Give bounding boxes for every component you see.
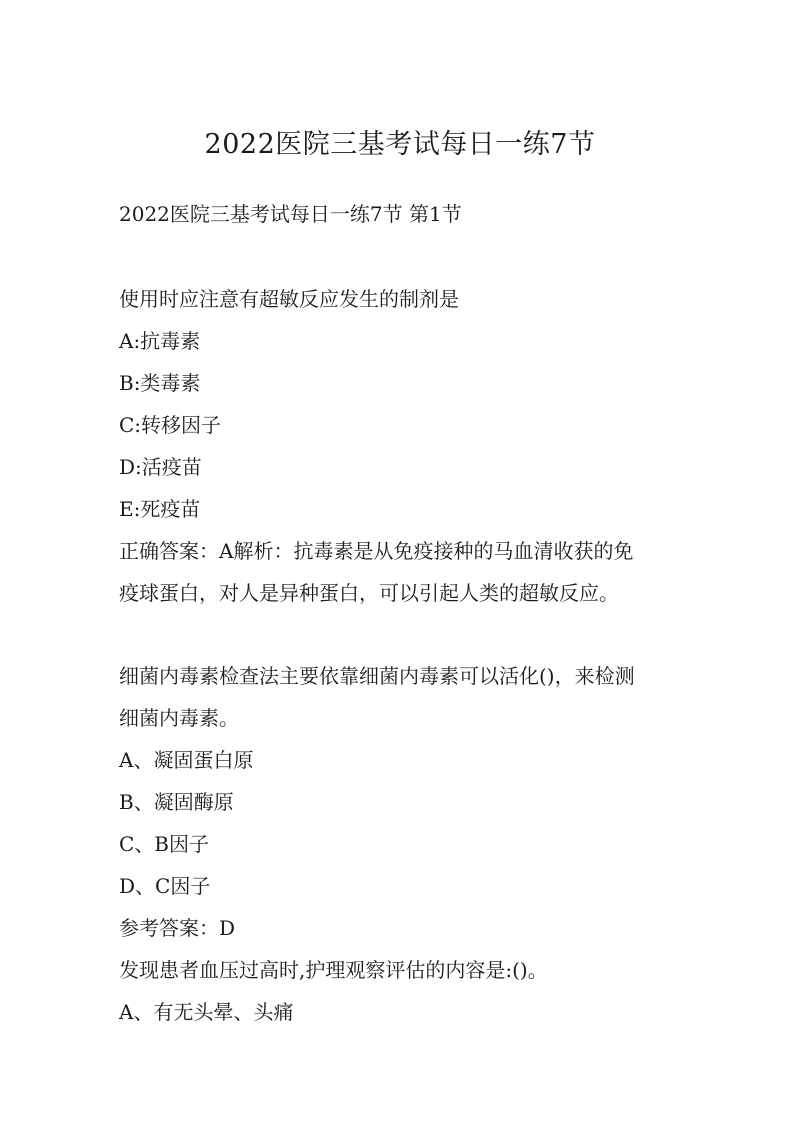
- question-2-option-c: C、B因子: [119, 832, 209, 856]
- question-1-answer-line-2: 疫球蛋白，对人是异种蛋白，可以引起人类的超敏反应。: [119, 581, 619, 605]
- document-title: 2022医院三基考试每日一练7节: [204, 129, 596, 160]
- question-2-option-a: A、凝固蛋白原: [119, 748, 254, 772]
- question-3-text: 发现患者血压过高时,护理观察评估的内容是:()。: [119, 958, 548, 982]
- question-2-text-line-1: 细菌内毒素检查法主要依靠细菌内毒素可以活化()，来检测: [119, 664, 635, 688]
- section-subtitle: 2022医院三基考试每日一练7节 第1节: [119, 202, 462, 226]
- question-1-answer-line-1: 正确答案：A解析：抗毒素是从免疫接种的马血清收获的免: [119, 539, 634, 563]
- question-2-answer: 参考答案：D: [119, 916, 236, 940]
- question-1-option-b: B:类毒素: [119, 371, 201, 395]
- question-2-option-b: B、凝固酶原: [119, 790, 234, 814]
- question-1-text: 使用时应注意有超敏反应发生的制剂是: [119, 287, 459, 311]
- question-1-option-a: A:抗毒素: [119, 329, 201, 353]
- question-2-option-d: D、C因子: [119, 874, 211, 898]
- question-1-option-d: D:活疫苗: [119, 455, 202, 479]
- question-3-option-a: A、有无头晕、头痛: [119, 1000, 294, 1024]
- question-1-option-c: C:转移因子: [119, 413, 222, 437]
- question-1-option-e: E:死疫苗: [119, 497, 201, 521]
- question-2-text-line-2: 细菌内毒素。: [119, 706, 239, 730]
